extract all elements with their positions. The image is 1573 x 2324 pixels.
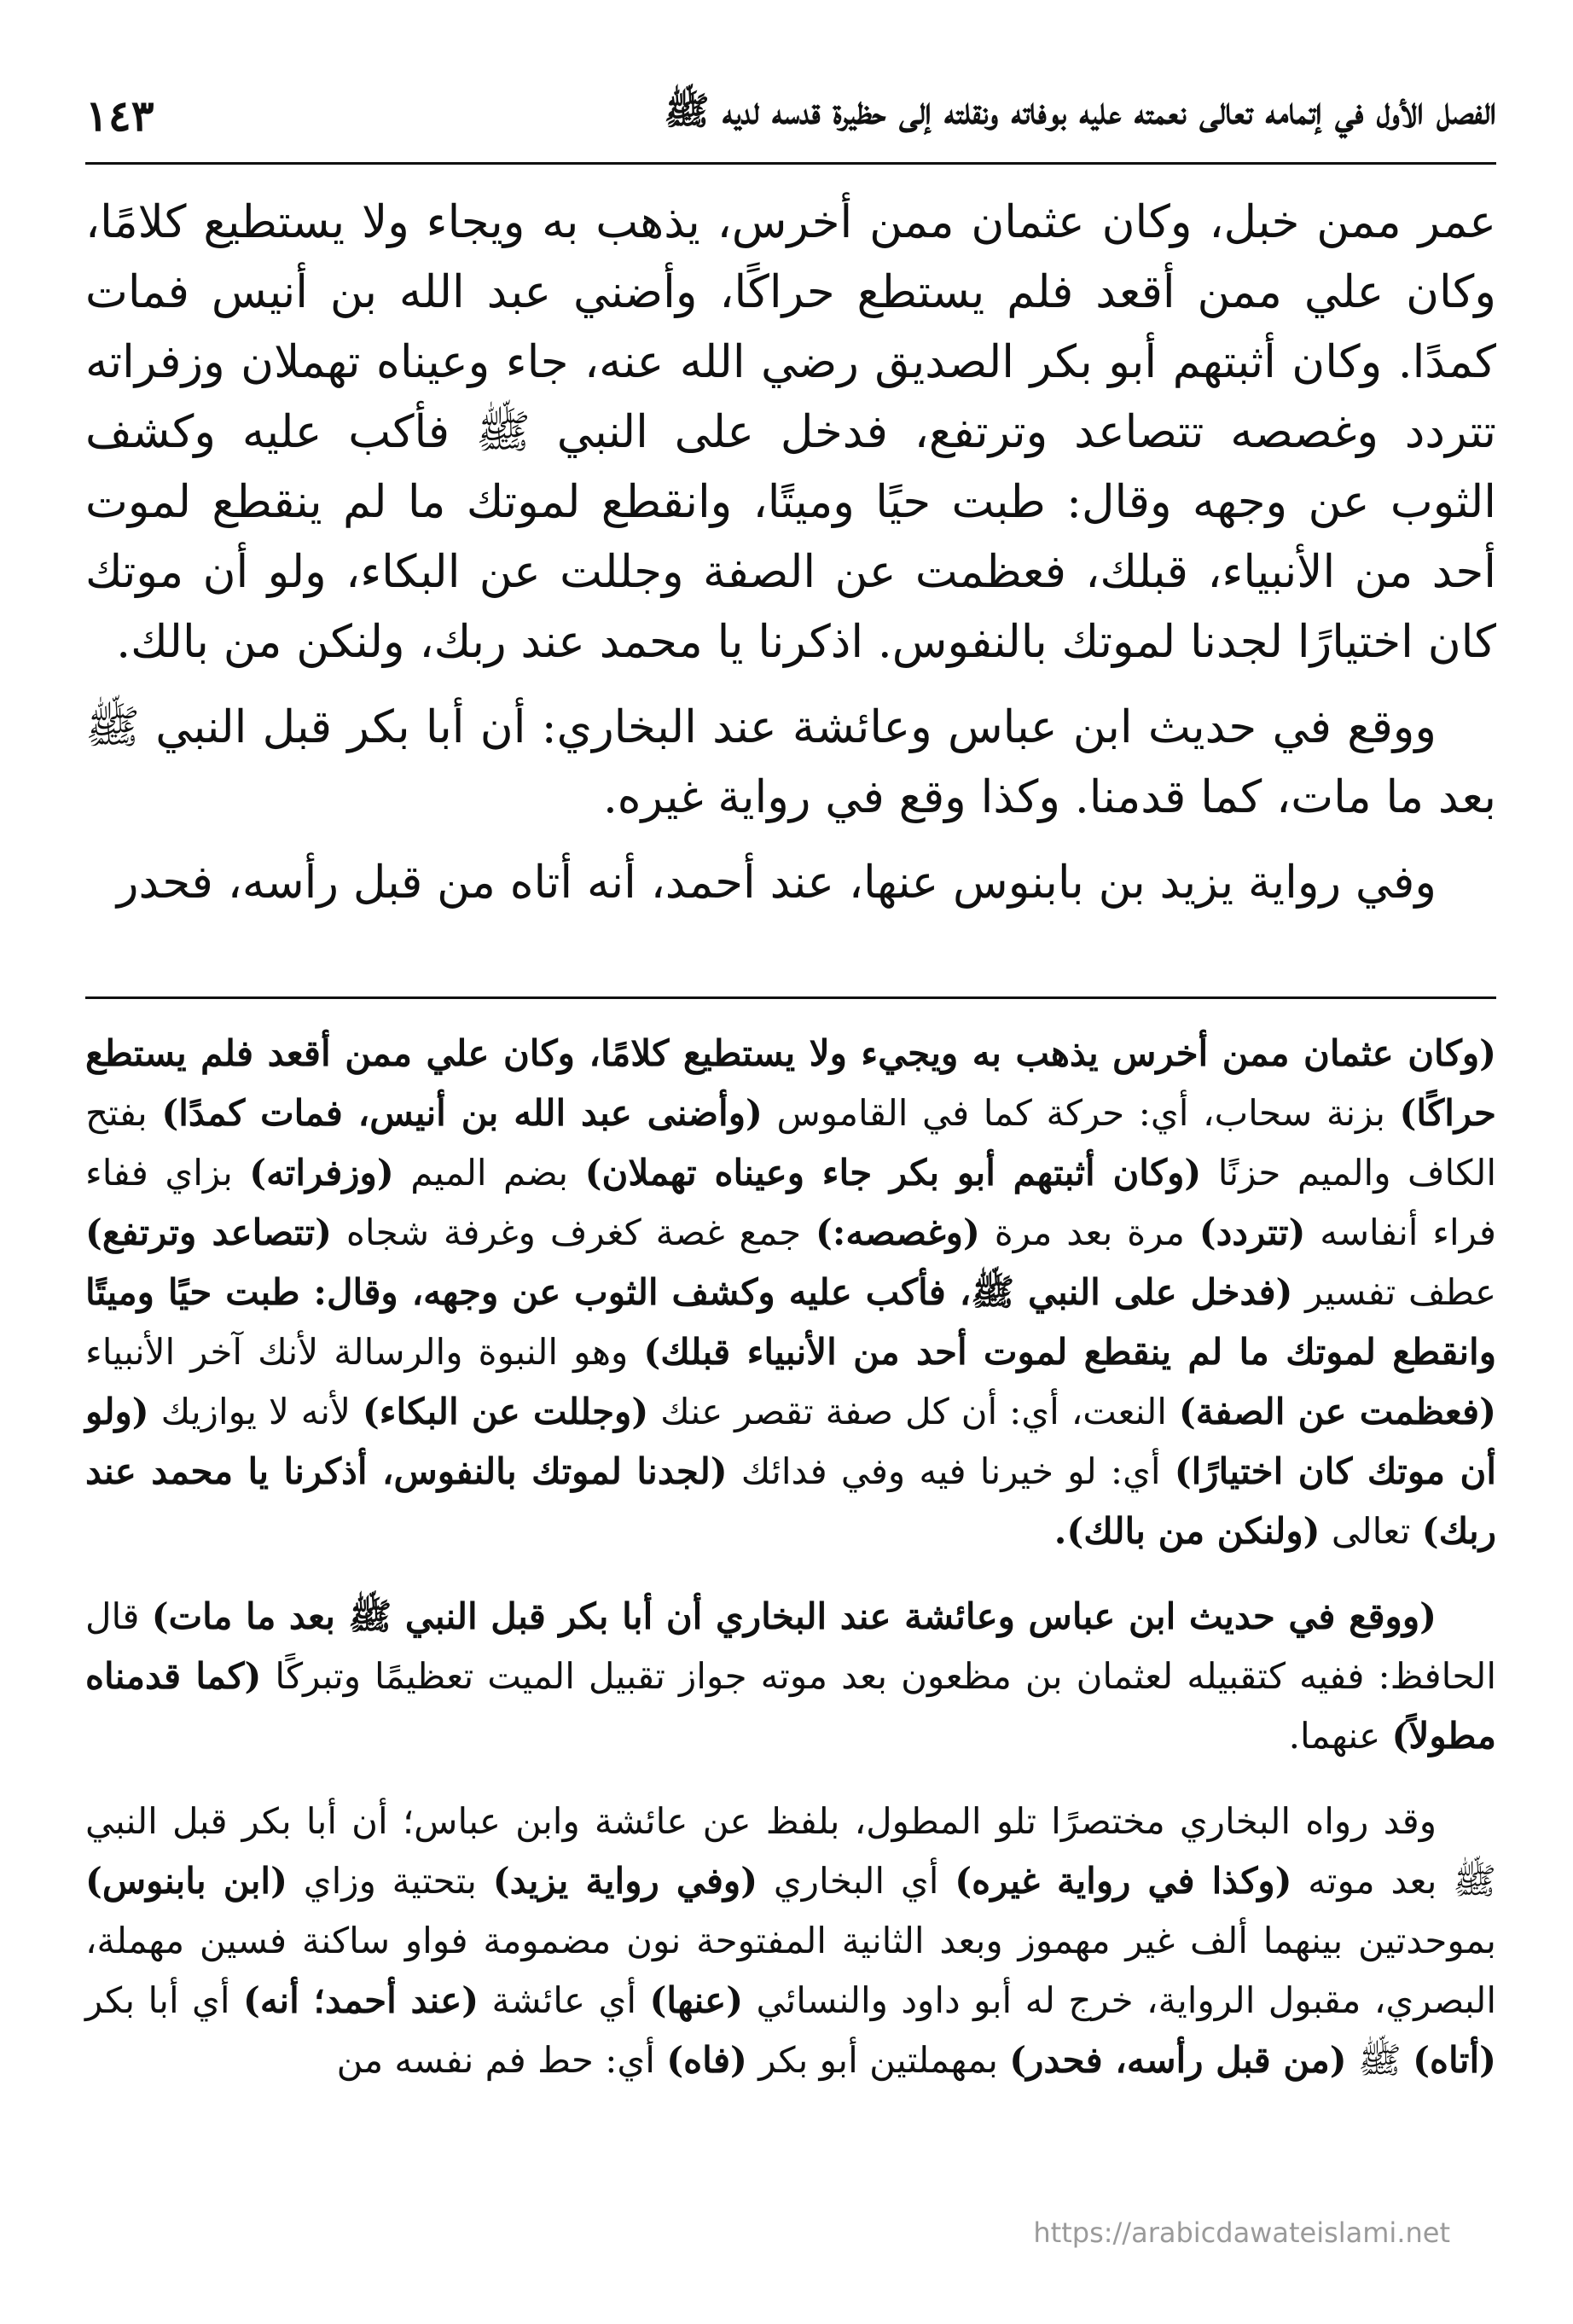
main-paragraph-3: وفي رواية يزيد بن بابنوس عنها، عند أحمد، أنه أتاه من قبل رأسه، فحدر bbox=[116, 857, 1437, 909]
commentary-gloss: ﷺ bbox=[1346, 2039, 1413, 2081]
commentary-gloss: لأنه لا يوازيك bbox=[148, 1391, 363, 1432]
commentary-gloss: بفتح الكاف والميم حزنًا bbox=[85, 1092, 1497, 1194]
commentary-lemma: (ولنكن من بالك). bbox=[1054, 1510, 1321, 1552]
commentary-gloss: بزنة سحاب، أي: حركة كما في القاموس bbox=[762, 1092, 1400, 1134]
commentary-gloss: النعت، أي: أن كل صفة تقصر عنك bbox=[648, 1391, 1179, 1432]
commentary-lemma: (كما قدمناه مطولاً) bbox=[85, 1655, 1496, 1757]
commentary-lemma: (وفي رواية يزيد) bbox=[492, 1860, 758, 1902]
commentary-lemma: (عنها) bbox=[649, 1979, 744, 2021]
commentary-lemma: (فعظمت عن الصفة) bbox=[1178, 1391, 1496, 1432]
chapter-title: الفصل الأول في إتمامه تعالى نعمته عليه بوفاته ونقلته إلى حظيرة قدسه لديه ﷺ bbox=[664, 90, 1496, 133]
commentary-lemma: (وأضنى عبد الله بن أنيس، فمات كمدًا) bbox=[161, 1092, 763, 1134]
commentary-gloss: بمهملتين أبو بكر bbox=[746, 2039, 1010, 2081]
running-header bbox=[85, 78, 1496, 152]
watermark-url: https://arabicdawateislami.net bbox=[1033, 2217, 1450, 2249]
commentary-gloss: وقد رواه البخاري مختصرًا تلو المطول، بلفظ عن عائشة وابن عباس؛ أن أبا بكر قبل النبي ﷺ بعد موته bbox=[85, 1800, 1496, 1902]
commentary-gloss: تعالى bbox=[1320, 1510, 1422, 1552]
commentary-gloss: أي عائشة bbox=[479, 1979, 650, 2021]
commentary-lemma: (من قبل رأسه، فحدر) bbox=[1009, 2039, 1347, 2081]
commentary-lemma: (لجدنا لموتك بالنفوس، أذكرنا يا محمد عند ربك) bbox=[85, 1450, 1496, 1552]
page-number: ١٤٣ bbox=[85, 90, 154, 141]
commentary-gloss: أي: لو خيرنا فيه وفي فدائك bbox=[727, 1450, 1175, 1492]
commentary-lemma: (تتصاعد وترتفع) bbox=[85, 1211, 333, 1253]
commentary-gloss: مرة بعد مرة bbox=[979, 1211, 1199, 1253]
commentary-gloss: عنهما. bbox=[1288, 1715, 1392, 1757]
commentary-gloss: جمع غصة كغرف وغرفة شجاه bbox=[332, 1211, 816, 1253]
commentary-lemma: (وغصصه:) bbox=[815, 1211, 980, 1253]
main-paragraph-2: ووقع في حديث ابن عباس وعائشة عند البخاري: أن أبا بكر قبل النبي ﷺ بعد ما مات، كما قدمنا. وكذا وقع في رواية غيره. bbox=[85, 701, 1496, 823]
commentary-gloss: عطف تفسير bbox=[1292, 1271, 1497, 1313]
commentary-lemma: (تتردد) bbox=[1199, 1211, 1306, 1253]
commentary-lemma: (وكان أثبتهم أبو بكر جاء وعيناه تهملان) bbox=[584, 1152, 1202, 1194]
header-rule bbox=[85, 162, 1496, 165]
commentary-rule bbox=[85, 996, 1496, 999]
commentary-gloss: أي البخاري bbox=[757, 1860, 955, 1902]
commentary-gloss: بموحدتين بينهما ألف غير مهموز وبعد الثانية المفتوحة نون مضمومة فواو ساكنة فسين مهملة، البصري، مقبول الرواية، خرج له أبو داود والنسائي bbox=[85, 1920, 1496, 2021]
commentary-gloss: بضم الميم bbox=[393, 1152, 585, 1194]
commentary-gloss: قال الحافظ: ففيه كتقبيله لعثمان بن مظعون بعد موته جواز تقبيل الميت تعظيمًا وتبركًا bbox=[85, 1595, 1496, 1697]
main-paragraph-1: عمر ممن خبل، وكان عثمان ممن أخرس، يذهب به ويجاء ولا يستطيع كلامًا، وكان علي ممن أقعد فلم يستطع حراكًا، وأضني عبد الله بن أنيس فمات كمدًا. وكان أثبتهم أبو بكر الصديق رضي الله عنه، جاء وعيناه تهملان وزفراته تتردد وغصصه تتصاعد وترتفع، فدخل على النبي ﷺ فأكب عليه وكشف الثوب عن وجهه وقال: طبت حيًا وميتًا، وانقطع لموتك ما لم ينقطع لموت أحد من الأنبياء، قبلك، فعظمت عن الصفة وجللت عن البكاء، ولو أن موتك كان اختيارًا لجدنا لموتك بالنفوس. اذكرنا يا محمد عند ربك، ولنكن من بالك. bbox=[85, 196, 1496, 668]
commentary-lemma: (عند أحمد؛ أنه) bbox=[243, 1979, 479, 2021]
commentary-lemma: (ابن بابنوس) bbox=[85, 1860, 287, 1902]
commentary-paragraph-3 bbox=[85, 1792, 1496, 2090]
commentary-lemma: (ووقع في حديث ابن عباس وعائشة عند البخاري أن أبا بكر قبل النبي ﷺ بعد ما مات) bbox=[151, 1595, 1437, 1637]
commentary-gloss: بتحتية وزاي bbox=[287, 1860, 493, 1902]
commentary-paragraph-1 bbox=[85, 1024, 1496, 1561]
commentary-lemma: (وكذا في رواية غيره) bbox=[955, 1860, 1292, 1902]
commentary-paragraph-2 bbox=[85, 1587, 1496, 1766]
commentary-lemma: (فدخل على النبي ﷺ، فأكب عليه وكشف الثوب عن وجهه، وقال: طبت حيًا وميتًا وانقطع لموتك ما لم ينقطع لموت أحد من الأنبياء قبلك) bbox=[85, 1271, 1496, 1373]
commentary-gloss: أي أبا بكر bbox=[85, 1979, 244, 2021]
commentary-lemma: (ولو أن موتك كان اختيارًا) bbox=[85, 1391, 1496, 1492]
commentary-section bbox=[85, 1024, 1496, 2116]
commentary-lemma: (وزفراته) bbox=[249, 1152, 394, 1194]
commentary-lemma: (أتاه) bbox=[1413, 2039, 1496, 2081]
commentary-gloss: أي: حط فم نفسه من bbox=[336, 2039, 667, 2081]
commentary-gloss: وهو النبوة والرسالة لأنك آخر الأنبياء bbox=[85, 1331, 644, 1373]
commentary-lemma: (فاه) bbox=[666, 2039, 747, 2081]
main-text bbox=[85, 188, 1496, 933]
commentary-lemma: (وجللت عن البكاء) bbox=[362, 1391, 649, 1432]
commentary-lemma: (وكان عثمان ممن أخرس يذهب به ويجيء ولا يستطيع كلامًا، وكان علي ممن أقعد فلم يستطع حراكًا) bbox=[85, 1032, 1497, 1134]
commentary-gloss: بزاي ففاء فراء أنفاسه bbox=[85, 1152, 1496, 1253]
